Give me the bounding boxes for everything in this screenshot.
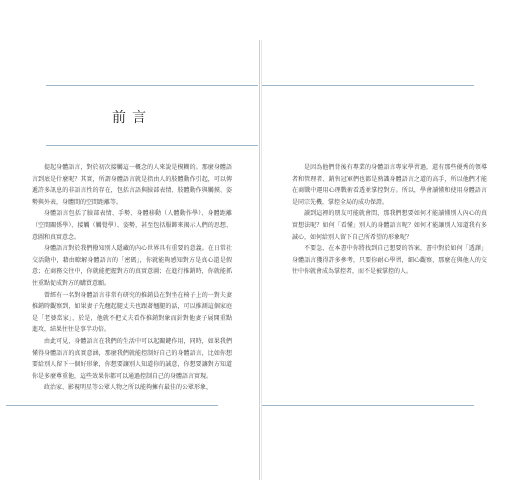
paragraph: 曾經有一名對身體語言非常有研究的推銷員在對坐在椅子上的一對夫妻推銷時觀察到，如果妻子先翹起腿丈夫也跟著翹腿的話，可以推測這個家庭是「老婆當家」，於是，他就不把丈夫看作推銷對象而針對他妻子展開重點進攻，結果往往是事半功倍。: [32, 291, 232, 334]
bottom-rule: [6, 405, 218, 406]
paragraph: 不要急，在本書中你將找到自己想要的答案，書中對於如何「透譯」身體語言獲得許多參考，只要你耐心學習，細心觀察，那麼在與他人的交往中你就會成為掌控者，而不是被掌控的人。: [292, 245, 487, 276]
book-gutter: [259, 40, 260, 480]
paragraph: 讀到這裡的朋友可能就會問，那我們想要如何才能讀懂別人內心的真實想法呢？如何「看懂」別人的身體語言呢？如何才能讓別人知道我有多誠心，如何給別人留下自己所希望的形象呢？: [292, 210, 487, 241]
bottom-rule: [262, 405, 474, 406]
left-page: [6, 45, 258, 475]
top-rule: [46, 85, 258, 86]
paragraph: 身體語言包括了臉部表情、手勢、身體移動（人體動作學）、身體距離（空間關係學）、接觸（觸覺學）、姿勢，甚至包括服飾來揭示人們的思想、意圖和真實意念。: [32, 210, 232, 241]
top-rule: [262, 85, 474, 86]
title-rule: [46, 145, 258, 146]
paragraph: 由此可見，身體語言在我們的生活中可以起關鍵作用，同時，如果我們懂得身體語言的真實意涵，那麼我們就能控制好自己的身體語言，比如你想要給別人留下一個好形象，你想要讓別人知道你的誠意，你想要讓對方知道你是多麼尊重他，這些效果你都可以通過控制自己的身體語言實現。: [32, 337, 232, 380]
paragraph: 是因為他們背後有專業的身體語言專家學習過，還有那些優秀的領導者和管理者、銷售冠軍們也都是熟識身體語言之道的高手，所以他們才能在商戰中運用心理戰術看透並掌控對方。所以，學會讀懂和使用身體語言是同宗先機，掌控全局的成功保證。: [292, 164, 487, 206]
paragraph: 身體語言對於我們撥知別人隱藏的內心世界具有重要的意義。在日常社交活動中，藉由瞭解身體語言的「密碼」，你就能夠感知對方是真心還是假意；在商務交往中，你就能把握對方的真實意圖；在進行推銷時，你就能抓住重點促成對方的購買意願。: [32, 245, 232, 287]
right-page: [262, 45, 514, 475]
right-body-text: [292, 162, 487, 278]
paragraph: 提起身體語言，對於初次接觸這一概念的人來說是模糊的。那麼身體語言到底是什麼呢？其實，所謂身體語言就是指由人的肢體動作引起，可以傳遞許多訊息的非語言性的存在，包括言語與臉部表情、肢體動作與觸摸、姿勢與外表，身體間的空間距離等。: [32, 164, 232, 206]
left-body-text: [32, 162, 232, 394]
page-title: 前言: [112, 110, 152, 126]
paragraph: 政治家、影視明星等公眾人物之所以能夠擁有最佳的公眾形象，: [44, 384, 213, 392]
